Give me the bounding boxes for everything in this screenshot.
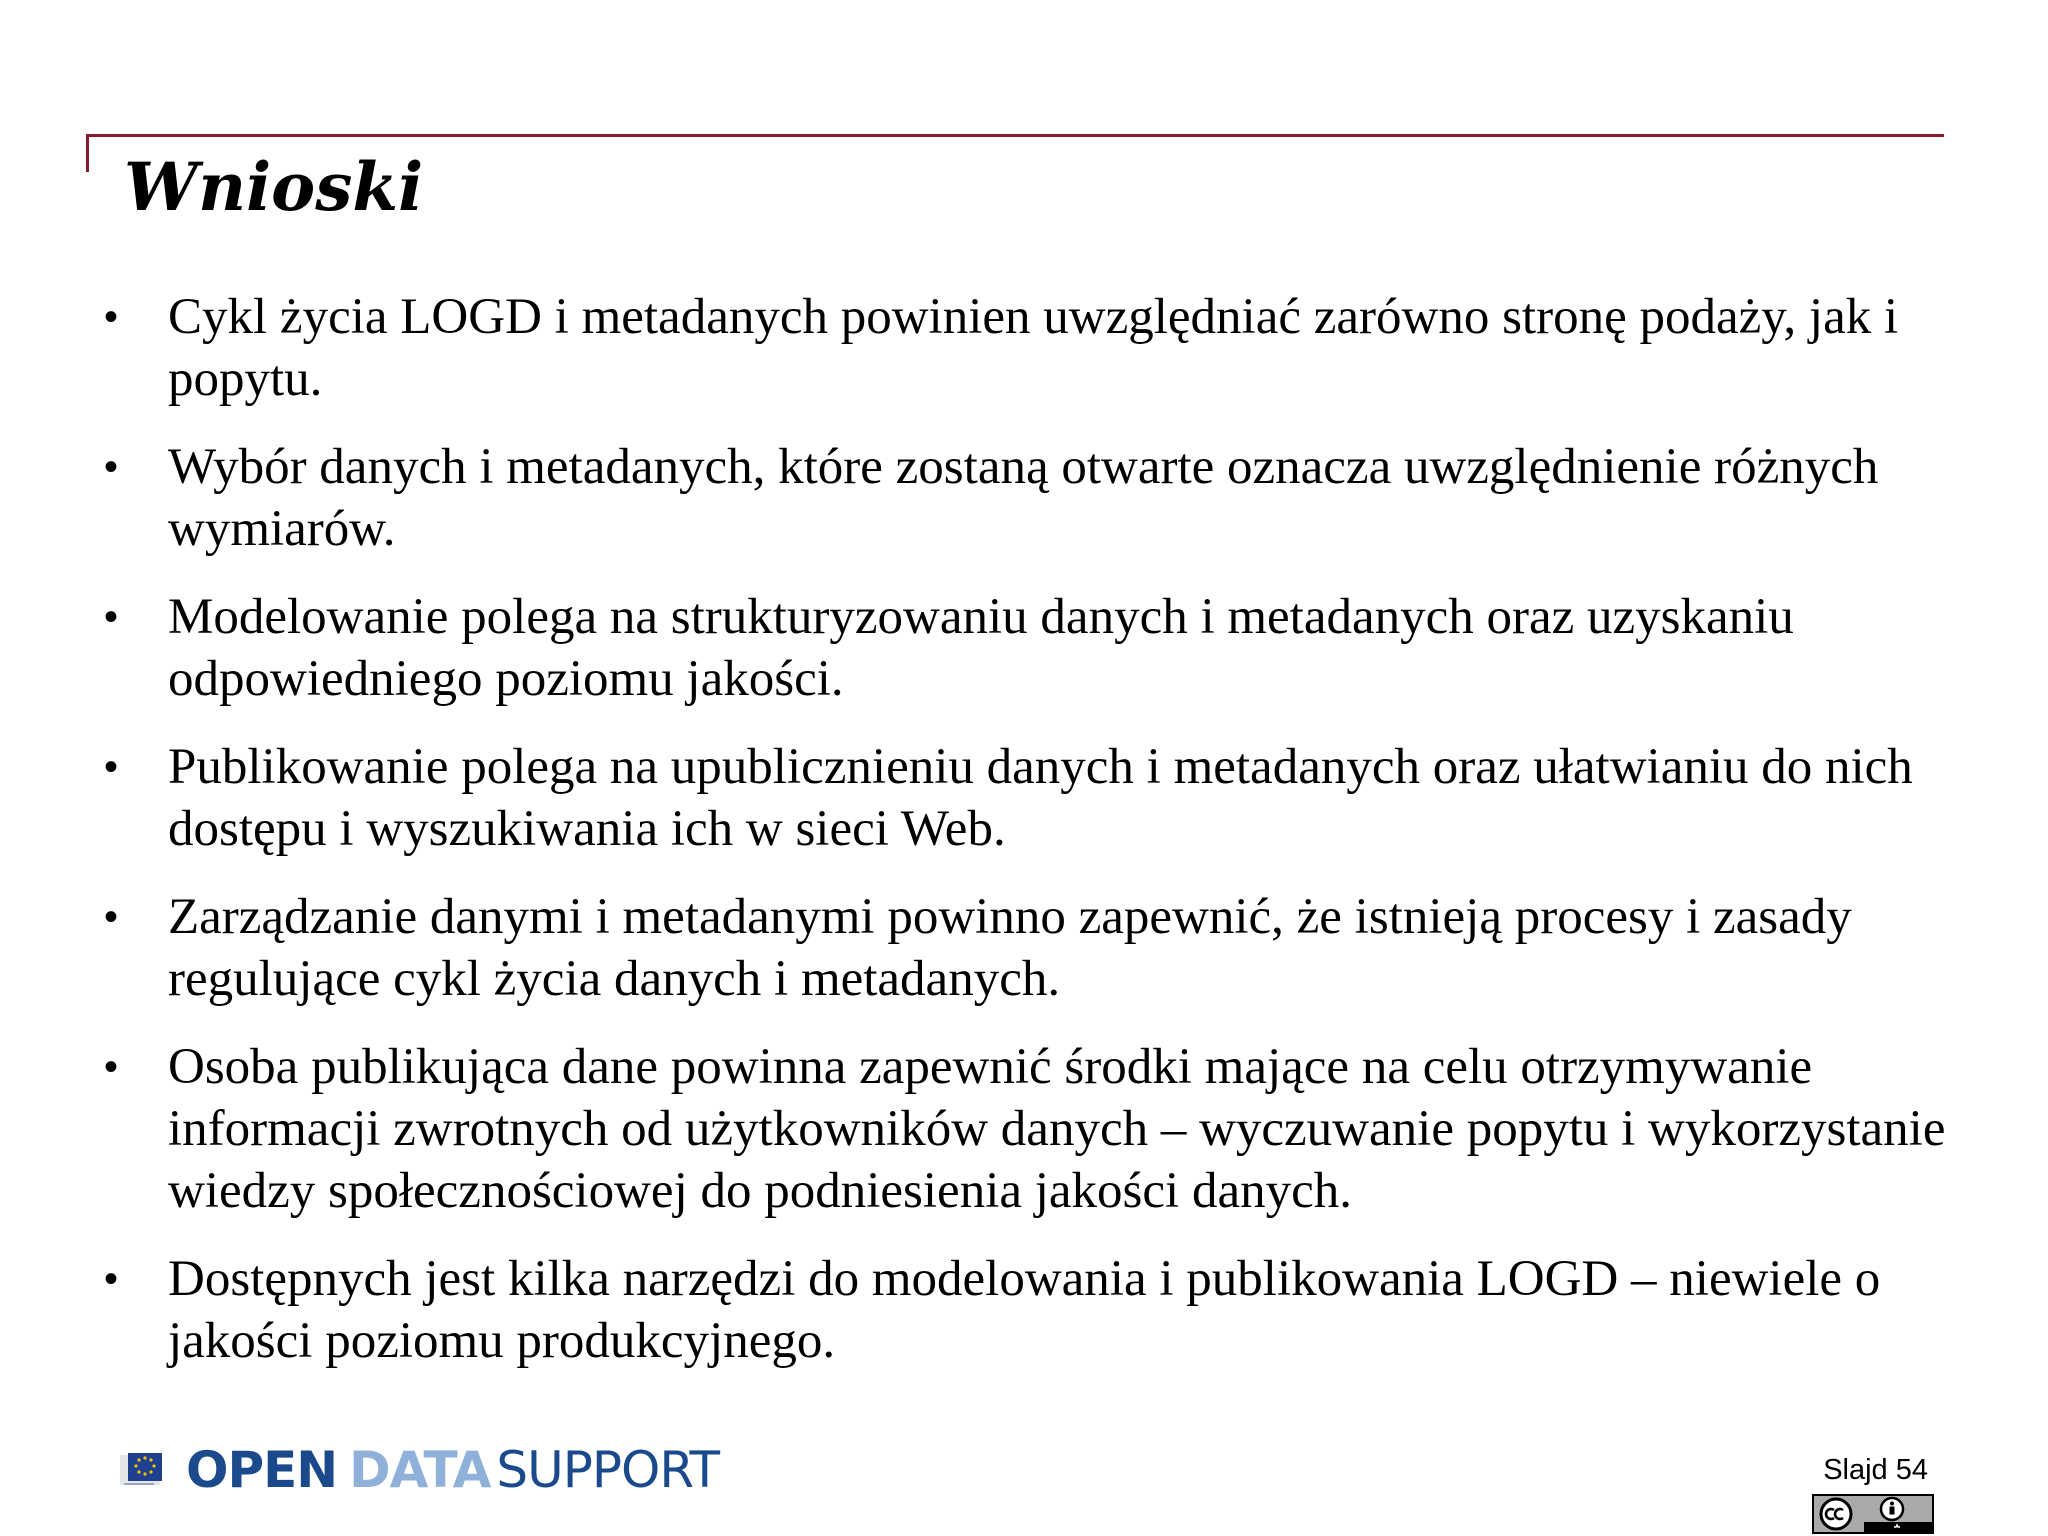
bullet-item (100, 1036, 1960, 1222)
cc-by-icon (1812, 1494, 1934, 1534)
bullet-item (100, 286, 1960, 410)
logo-support-word: SUPPORT (496, 1441, 720, 1499)
bullet-dot-icon: • (104, 1045, 119, 1089)
bullet-item (100, 436, 1960, 560)
bullet-dot-icon: • (104, 595, 119, 639)
title-rule-tick (86, 134, 89, 172)
bullet-item (100, 586, 1960, 710)
logo-data-word: DATA (349, 1441, 491, 1499)
bullet-text: Wybór danych i metadanych, które zostaną otwarte oznacza uwzględnienie różnych wymiarów. (168, 439, 1879, 557)
logo-open-word: OPEN (186, 1441, 338, 1499)
bullet-text: Publikowanie polega na upublicznieniu danych i metadanych oraz ułatwianiu do nich dostępu i wyszukiwania ich w sieci Web. (168, 739, 1913, 857)
bullet-dot-icon: • (104, 295, 119, 339)
bullet-text: Modelowanie polega na strukturyzowaniu danych i metadanych oraz uzyskaniu odpowiedniego poziomu jakości. (168, 589, 1794, 707)
slide-title: Wnioski (124, 148, 424, 226)
bullet-dot-icon: • (104, 445, 119, 489)
logo-text (186, 1440, 719, 1500)
eu-flag-icon (120, 1451, 170, 1489)
open-data-support-logo (120, 1440, 719, 1500)
bullet-list (100, 286, 1960, 1398)
bullet-text: Cykl życia LOGD i metadanych powinien uwzględniać zarówno stronę podaży, jak i popytu. (168, 289, 1899, 407)
slide-number: Slajd 54 (1823, 1454, 1928, 1486)
bullet-dot-icon: • (104, 1257, 119, 1301)
bullet-text: Dostępnych jest kilka narzędzi do modelowania i publikowania LOGD – niewiele o jakości poziomu produkcyjnego. (168, 1251, 1881, 1369)
bullet-dot-icon: • (104, 745, 119, 789)
bullet-text: Osoba publikująca dane powinna zapewnić środki mające na celu otrzymywanie informacji zwrotnych od użytkowników danych – wyczuwanie popytu i wykorzystanie wiedzy społecznościowej do podniesienia jakości danych. (168, 1039, 1946, 1219)
bullet-dot-icon: • (104, 895, 119, 939)
bullet-item (100, 1248, 1960, 1372)
title-rule (86, 134, 1944, 137)
bullet-text: Zarządzanie danymi i metadanymi powinno zapewnić, że istnieją procesy i zasady regulujące cykl życia danych i metadanych. (168, 889, 1852, 1007)
bullet-item (100, 886, 1960, 1010)
bullet-item (100, 736, 1960, 860)
